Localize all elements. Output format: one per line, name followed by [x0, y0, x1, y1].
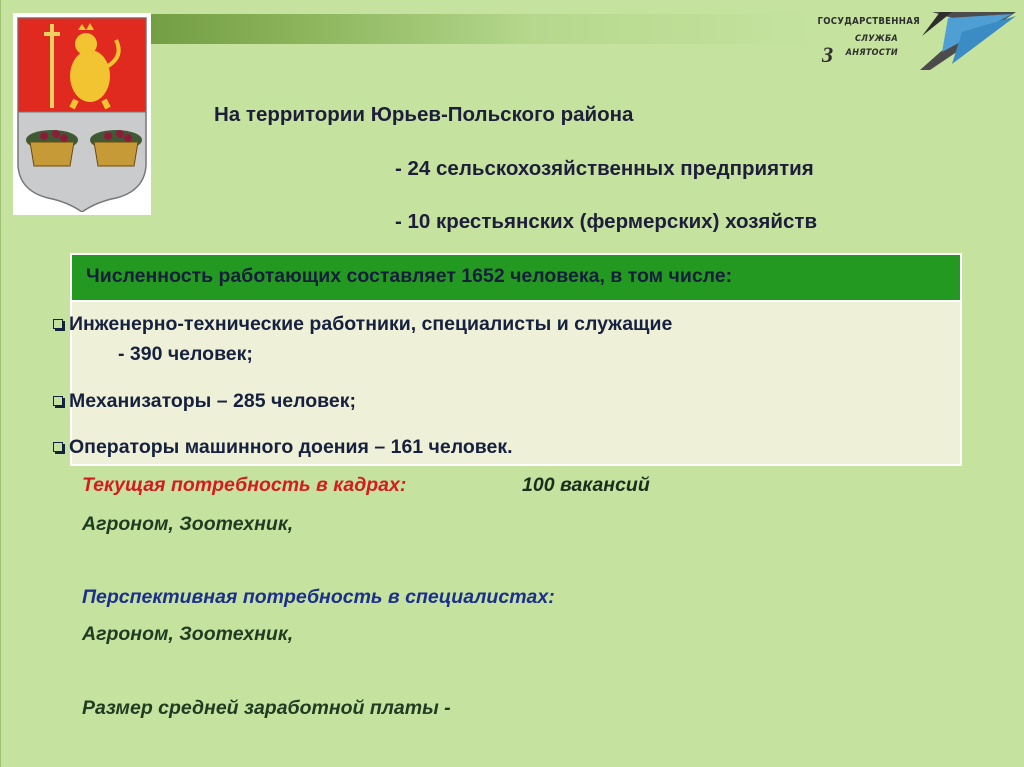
checkbox-bullet-icon — [53, 442, 63, 452]
logo-line-3: АНЯТОСТИ — [845, 48, 898, 58]
slide-frame-edge — [0, 0, 1, 767]
current-need-professions: Агроном, Зоотехник, — [82, 513, 294, 535]
list-item-label: Механизаторы – 285 человек; — [69, 390, 357, 412]
current-need-value: 100 вакансий — [522, 474, 650, 496]
list-item-machine-operators — [53, 386, 356, 416]
slide-title: На территории Юрьев-Польского района — [214, 103, 634, 126]
stat-farm-households: - 10 крестьянских (фермерских) хозяйств — [395, 210, 818, 233]
workforce-heading: Численность работающих составляет 1652 человека, в том числе: — [86, 265, 733, 287]
perspective-need-label: Перспективная потребность в специалистах: — [82, 586, 555, 608]
list-item-milking-operators — [53, 432, 513, 462]
logo-line-2: СЛУЖБА — [854, 34, 898, 44]
employment-service-logo — [817, 12, 1016, 72]
checkbox-bullet-icon — [53, 319, 63, 329]
workforce-table-header — [72, 255, 960, 300]
coat-of-arms-image — [13, 13, 151, 215]
perspective-need-professions: Агроном, Зоотехник, — [82, 623, 294, 645]
list-item-label: Операторы машинного доения – 161 человек. — [69, 436, 513, 458]
list-item-label: Инженерно-технические работники, специалисты и служащие — [69, 313, 673, 335]
salary-label: Размер средней заработной платы - — [82, 697, 451, 719]
coat-of-arms-icon — [16, 16, 148, 212]
logo-line-1: ГОСУДАРСТВЕННАЯ — [817, 16, 920, 27]
list-item-engineers — [53, 309, 672, 339]
current-need-label: Текущая потребность в кадрах: — [82, 474, 407, 496]
logo-initial: З — [822, 42, 834, 67]
stat-agricultural-enterprises: - 24 сельскохозяйственных предприятия — [395, 157, 814, 180]
logo-wings-icon — [912, 12, 1016, 70]
list-item-engineers-count: - 390 человек; — [118, 343, 253, 365]
checkbox-bullet-icon — [53, 396, 63, 406]
